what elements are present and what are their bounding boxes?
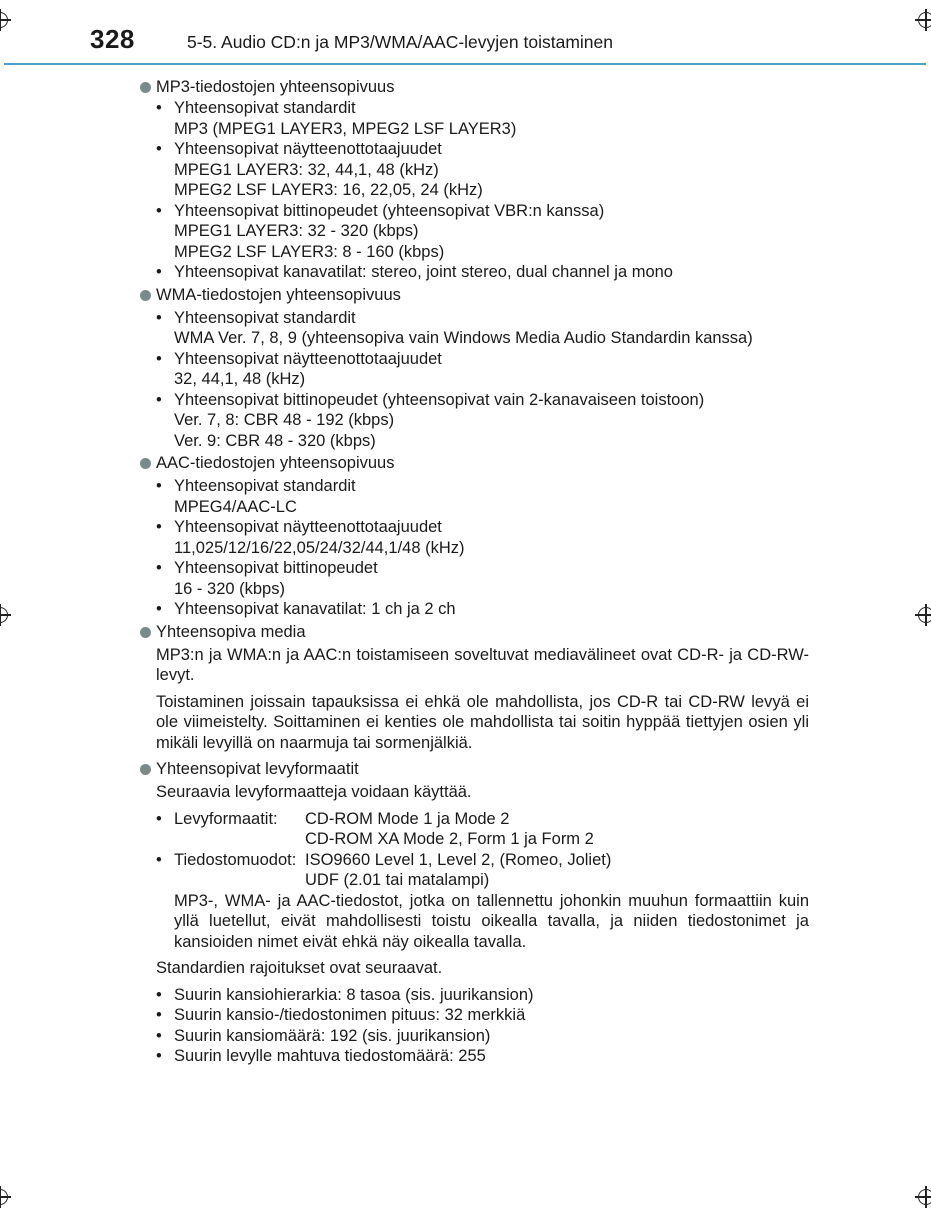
bullet-dot-icon	[140, 627, 151, 638]
bullet-icon: •	[156, 140, 162, 158]
bullet-icon: •	[156, 390, 162, 409]
formats-section-heading: Yhteensopivat levyformaatit	[139, 759, 809, 780]
bullet-icon: •	[156, 518, 162, 536]
list-item: • Yhteensopivat kanavatilat: stereo, joint stereo, dual channel ja mono	[156, 263, 673, 281]
aac-section-heading: AAC-tiedostojen yhteensopivuus	[139, 453, 809, 474]
page-content	[139, 75, 809, 1067]
list-item: • Yhteensopivat bittinopeudet	[156, 559, 378, 577]
list-item: • Suurin kansiohierarkia: 8 tasoa (sis. juurikansion)	[156, 985, 534, 1004]
registration-mark-middle-right-icon	[915, 604, 931, 626]
bullet-icon: •	[156, 809, 162, 828]
list-item-detail: WMA Ver. 7, 8, 9 (yhteensopiva vain Windows Media Audio Standardin kanssa)	[174, 329, 753, 347]
section-title: 5-5. Audio CD:n ja MP3/WMA/AAC-levyjen toistaminen	[187, 32, 613, 52]
media-section-heading: Yhteensopiva media	[139, 622, 809, 643]
list-item: • Yhteensopivat kanavatilat: 1 ch ja 2 ch	[156, 600, 456, 618]
bullet-icon: •	[156, 99, 162, 117]
list-item-detail: MP3 (MPEG1 LAYER3, MPEG2 LSF LAYER3)	[174, 119, 517, 138]
registration-mark-bottom-left-icon	[0, 1186, 11, 1208]
page-number: 328	[90, 24, 135, 54]
bullet-dot-icon	[140, 290, 151, 301]
list-item-detail: UDF (2.01 tai matalampi)	[305, 871, 490, 889]
bullet-icon: •	[156, 201, 162, 220]
bullet-dot-icon	[140, 458, 151, 469]
list-item-detail: MPEG1 LAYER3: 32 - 320 (kbps)	[174, 222, 419, 240]
list-item: • Yhteensopivat standardit	[156, 308, 356, 327]
bullet-icon: •	[156, 985, 162, 1004]
list-item-detail: MPEG4/AAC-LC	[174, 497, 297, 516]
bullet-icon: •	[156, 559, 162, 577]
note-paragraph: MP3-, WMA- ja AAC-tiedostot, jotka on tallennettu johonkin muuhun formaattiin kuin yllä luetellut, eivät mahdollisesti toistu oikealla tavalla, ja niiden tiedostonimet ja kansioiden nimet eivät ehkä näy oikealla tavalla.	[174, 891, 809, 951]
bullet-icon: •	[156, 600, 162, 618]
list-item-detail: 32, 44,1, 48 (kHz)	[174, 370, 306, 388]
bullet-dot-icon	[140, 764, 151, 775]
list-item: • Yhteensopivat bittinopeudet (yhteensopivat vain 2-kanavaiseen toistoon)	[156, 390, 705, 409]
bullet-dot-icon	[140, 82, 151, 93]
list-item: • Yhteensopivat näytteenottotaajuudet	[156, 349, 442, 368]
list-item: • Yhteensopivat näytteenottotaajuudet	[156, 518, 442, 536]
list-item-detail: MPEG2 LSF LAYER3: 16, 22,05, 24 (kHz)	[174, 181, 483, 199]
list-item-detail: MPEG2 LSF LAYER3: 8 - 160 (kbps)	[174, 242, 445, 261]
list-item-detail: Ver. 7, 8: CBR 48 - 192 (kbps)	[174, 411, 395, 429]
list-item: • Yhteensopivat standardit	[156, 477, 356, 495]
list-item-detail: Ver. 9: CBR 48 - 320 (kbps)	[174, 431, 376, 450]
bullet-icon: •	[156, 850, 162, 869]
list-item: • Yhteensopivat standardit	[156, 99, 356, 117]
bullet-icon: •	[156, 477, 162, 495]
bullet-icon: •	[156, 308, 162, 327]
list-item: • Yhteensopivat bittinopeudet (yhteensopivat VBR:n kanssa)	[156, 201, 605, 220]
page-header	[90, 24, 926, 62]
list-item-detail: 16 - 320 (kbps)	[174, 579, 285, 598]
registration-mark-top-left-icon	[0, 9, 11, 31]
bullet-icon: •	[156, 263, 162, 281]
list-item: • Yhteensopivat näytteenottotaajuudet	[156, 140, 442, 158]
list-item-detail: 11,025/12/16/22,05/24/32/44,1/48 (kHz)	[174, 538, 465, 557]
bullet-icon: •	[156, 1047, 162, 1065]
mp3-section-heading: MP3-tiedostojen yhteensopivuus	[139, 77, 809, 98]
paragraph: Toistaminen joissain tapauksissa ei ehkä ole mahdollista, jos CD-R tai CD-RW levyä ei ole viimeistelty. Soittaminen ei kenties ole mahdollista tai soitin hyppää tiettyjen osien yli mikäli levyillä on naarmuja tai sormenjälkiä.	[156, 692, 809, 752]
bullet-icon: •	[156, 1026, 162, 1045]
list-item: • Suurin levylle mahtuva tiedostomäärä: 255	[156, 1047, 486, 1065]
list-item: • Suurin kansiomäärä: 192 (sis. juurikansion)	[156, 1026, 491, 1045]
paragraph: Standardien rajoitukset ovat seuraavat.	[156, 959, 443, 977]
list-item: • Tiedostomuodot: ISO9660 Level 1, Level 2, (Romeo, Joliet)	[156, 850, 612, 869]
list-item-detail: CD-ROM XA Mode 2, Form 1 ja Form 2	[305, 830, 594, 848]
registration-mark-middle-left-icon	[0, 604, 11, 626]
list-item-detail: MPEG1 LAYER3: 32, 44,1, 48 (kHz)	[174, 160, 439, 179]
header-divider	[4, 63, 926, 65]
bullet-icon: •	[156, 349, 162, 368]
bullet-icon: •	[156, 1006, 162, 1024]
wma-section-heading: WMA-tiedostojen yhteensopivuus	[139, 285, 809, 306]
list-item: • Suurin kansio-/tiedostonimen pituus: 32 merkkiä	[156, 1006, 526, 1024]
paragraph: Seuraavia levyformaatteja voidaan käyttää.	[156, 783, 472, 801]
registration-mark-bottom-right-icon	[915, 1186, 931, 1208]
paragraph: MP3:n ja WMA:n ja AAC:n toistamiseen soveltuvat mediavälineet ovat CD-R- ja CD-RW-levyt.	[156, 645, 809, 684]
list-item: • Levyformaatit: CD-ROM Mode 1 ja Mode 2	[156, 809, 510, 828]
